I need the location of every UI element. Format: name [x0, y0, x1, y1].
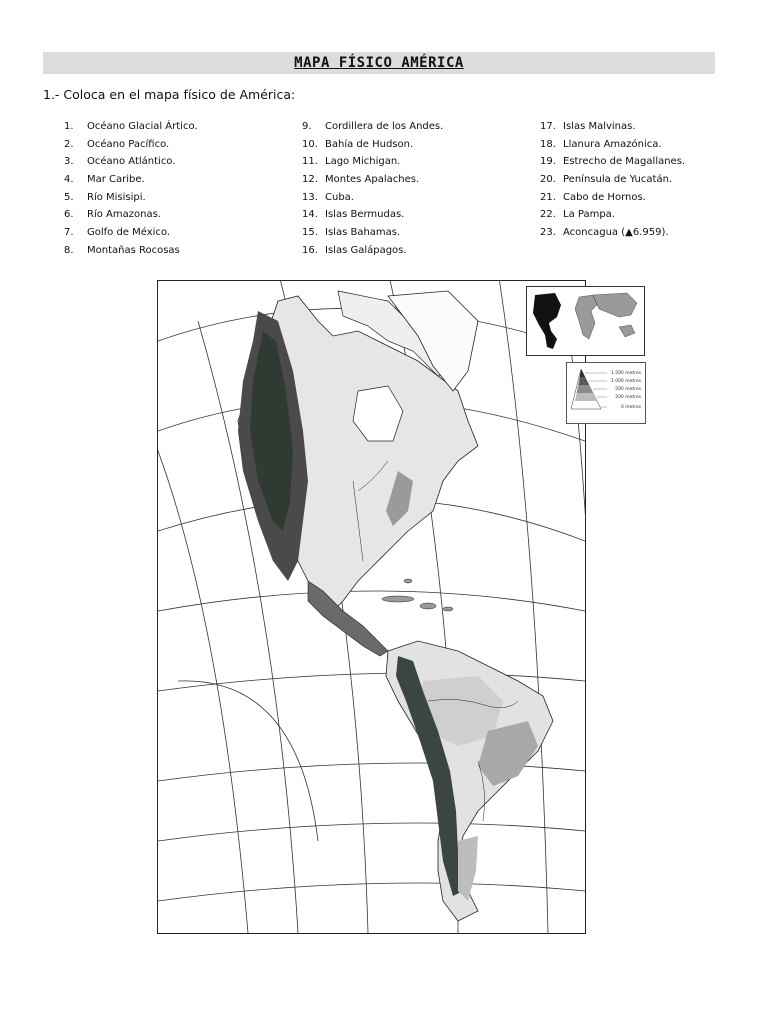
inset-oceania — [619, 325, 635, 337]
item-number: 1. — [64, 121, 74, 132]
item-label: Montes Apalaches. — [325, 174, 420, 186]
legend-label-0: 0 metros — [620, 405, 641, 410]
legend-label-200: 200 metros — [615, 395, 641, 400]
item-number: 5. — [64, 191, 74, 203]
item-label: Océano Glacial Ártico. — [87, 121, 198, 132]
list-item — [64, 224, 198, 242]
item-label: Islas Malvinas. — [563, 121, 636, 132]
list-item — [540, 189, 685, 207]
item-label: Océano Pacífico. — [87, 138, 170, 150]
list-item — [302, 171, 443, 189]
item-label: Río Amazonas. — [87, 209, 161, 221]
patagonia — [458, 836, 478, 901]
item-column-3 — [540, 118, 685, 242]
world-locator-map — [527, 287, 644, 355]
world-locator-inset — [526, 286, 645, 356]
item-number: 18. — [540, 138, 556, 150]
item-label: Islas Bahamas. — [325, 227, 401, 239]
item-number: 23. — [540, 227, 556, 239]
legend-label-1000: 1.000 metros — [610, 379, 641, 384]
item-label: Mar Caribe. — [87, 174, 145, 186]
item-number: 3. — [64, 156, 74, 168]
item-label: Llanura Amazónica. — [563, 138, 662, 150]
item-label: Islas Bermudas. — [325, 209, 405, 221]
item-number: 7. — [64, 227, 74, 239]
item-number: 15. — [302, 227, 318, 239]
list-item — [302, 153, 443, 171]
item-label: Cordillera de los Andes. — [325, 121, 444, 132]
legend-label-500: 500 metros — [615, 387, 641, 392]
item-label: Montañas Rocosas — [87, 244, 180, 256]
item-number: 16. — [302, 244, 318, 256]
item-label: Aconcagua (▲6.959). — [563, 227, 669, 239]
item-label: Lago Michigan. — [325, 156, 401, 168]
list-item — [64, 153, 198, 171]
item-label: Cabo de Hornos. — [563, 191, 646, 203]
list-item — [540, 118, 685, 136]
list-item — [302, 242, 443, 260]
item-number: 4. — [64, 174, 74, 186]
list-item — [64, 242, 198, 260]
worksheet-title-bar — [43, 52, 715, 74]
item-number: 20. — [540, 174, 556, 186]
list-item — [540, 153, 685, 171]
list-item — [64, 171, 198, 189]
inset-asia — [593, 293, 637, 317]
physical-map-america — [157, 280, 586, 934]
item-number: 12. — [302, 174, 318, 186]
item-label: Golfo de México. — [87, 227, 171, 239]
item-label: Cuba. — [325, 191, 354, 203]
item-label: Península de Yucatán. — [563, 174, 673, 186]
item-number: 14. — [302, 209, 318, 221]
item-label: Estrecho de Magallanes. — [563, 156, 686, 168]
item-column-2 — [302, 118, 443, 260]
list-item — [540, 224, 685, 242]
list-item — [64, 118, 198, 136]
item-label: Islas Galápagos. — [325, 244, 407, 256]
item-number: 17. — [540, 121, 556, 132]
item-number: 21. — [540, 191, 556, 203]
item-number: 22. — [540, 209, 556, 221]
item-label: Bahía de Hudson. — [325, 138, 414, 150]
list-item — [302, 224, 443, 242]
altitude-legend — [566, 362, 646, 424]
item-column-1 — [64, 118, 198, 260]
list-item — [64, 136, 198, 154]
item-number: 13. — [302, 191, 318, 203]
list-item — [302, 136, 443, 154]
instruction-text: 1.- Coloca en el mapa físico de América: — [43, 87, 296, 102]
list-item — [302, 189, 443, 207]
list-item — [302, 206, 443, 224]
legend-label-1500: 1.500 metros — [610, 371, 641, 376]
list-item — [64, 189, 198, 207]
inset-americas — [533, 293, 561, 349]
item-number: 8. — [64, 244, 74, 256]
map-drawing — [158, 281, 585, 933]
item-number: 10. — [302, 138, 318, 150]
item-number: 6. — [64, 209, 74, 221]
item-label: La Pampa. — [563, 209, 615, 221]
inset-europe-africa — [575, 295, 597, 339]
worksheet-title: MAPA FÍSICO AMÉRICA — [294, 55, 464, 71]
list-item — [540, 206, 685, 224]
item-number: 19. — [540, 156, 556, 168]
list-item — [64, 206, 198, 224]
item-number: 11. — [302, 156, 318, 168]
list-item — [540, 136, 685, 154]
list-item — [540, 171, 685, 189]
item-label: Océano Atlántico. — [87, 156, 176, 168]
item-number: 2. — [64, 138, 74, 150]
item-label: Río Misisipi. — [87, 191, 146, 203]
item-number: 9. — [302, 121, 312, 132]
list-item — [302, 118, 443, 136]
